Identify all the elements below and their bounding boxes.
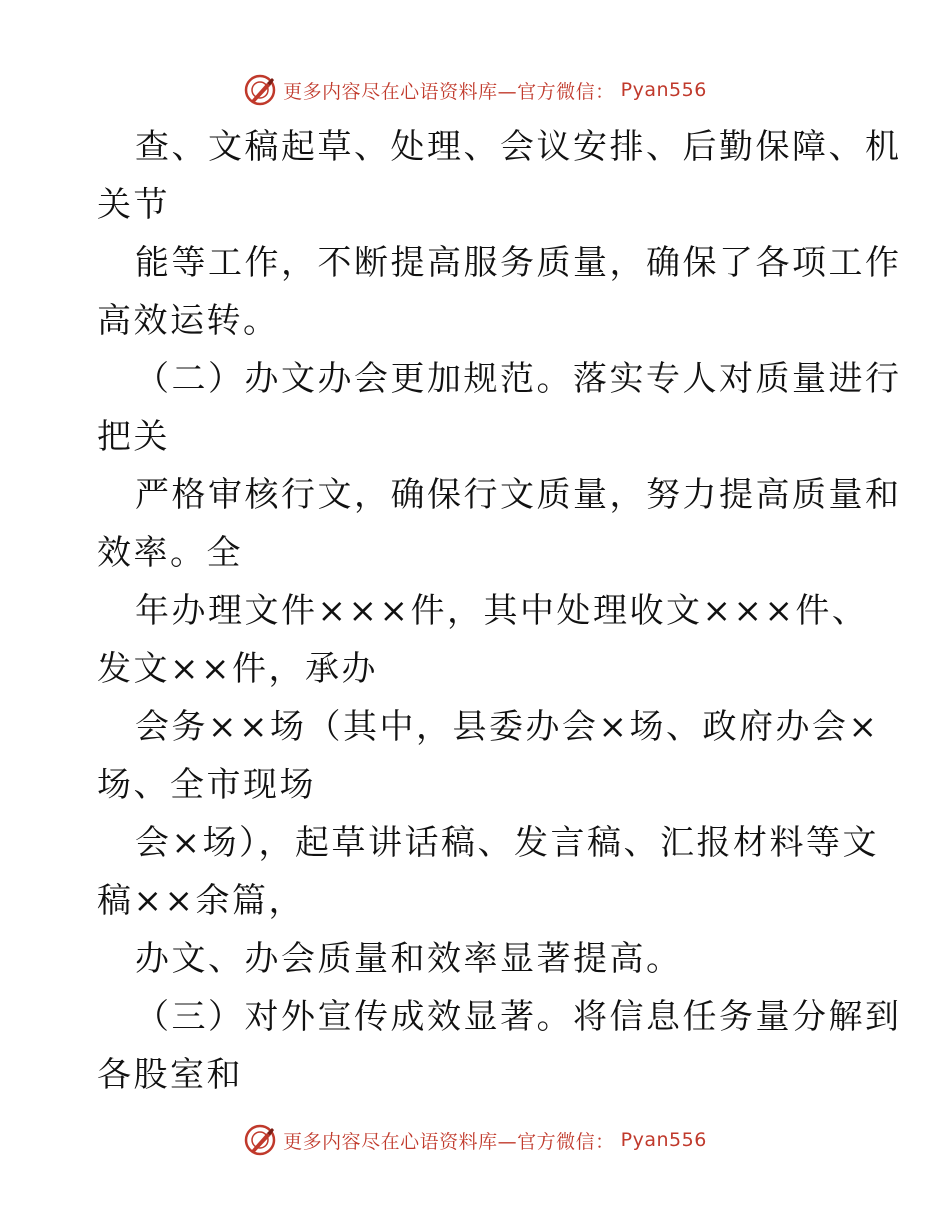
text-line-10: 发文××件，承办 — [97, 649, 378, 689]
text-line-1: 查、文稿起草、处理、会议安排、后勤保障、机 — [135, 127, 902, 167]
text-line-16: （三）对外宣传成效显著。将信息任务量分解到 — [135, 997, 902, 1037]
text-line-8: 效率。全 — [97, 533, 243, 573]
text-line-2: 关节 — [97, 185, 170, 225]
watermark-text: 更多内容尽在心语资料库—官方微信： — [283, 80, 615, 103]
document-body — [97, 118, 902, 1104]
watermark-header — [0, 70, 950, 110]
watermark-footer — [0, 1120, 950, 1160]
text-line-17: 各股室和 — [97, 1055, 243, 1095]
text-line-13: 会×场），起草讲话稿、发言稿、汇报材料等文 — [135, 823, 879, 863]
text-line-15: 办文、办会质量和效率显著提高。 — [135, 939, 683, 979]
watermark-wechat-id: Pyan556 — [620, 1129, 707, 1151]
text-line-7: 严格审核行文，确保行文质量，努力提高质量和 — [135, 475, 902, 515]
text-line-6: 把关 — [97, 417, 170, 457]
text-line-5: （二）办文办会更加规范。落实专人对质量进行 — [135, 359, 902, 399]
text-line-9: 年办理文件×××件，其中处理收文×××件、 — [135, 591, 869, 631]
pen-logo-icon — [243, 73, 277, 107]
text-line-3: 能等工作，不断提高服务质量，确保了各项工作 — [135, 243, 902, 283]
text-line-12: 场、全市现场 — [97, 765, 316, 805]
pen-logo-icon — [243, 1123, 277, 1157]
watermark-wechat-id: Pyan556 — [620, 79, 707, 101]
text-line-4: 高效运转。 — [97, 301, 280, 341]
watermark-text: 更多内容尽在心语资料库—官方微信： — [283, 1130, 615, 1153]
text-line-14: 稿××余篇， — [97, 881, 305, 921]
text-line-11: 会务××场（其中，县委办会×场、政府办会× — [135, 707, 880, 747]
